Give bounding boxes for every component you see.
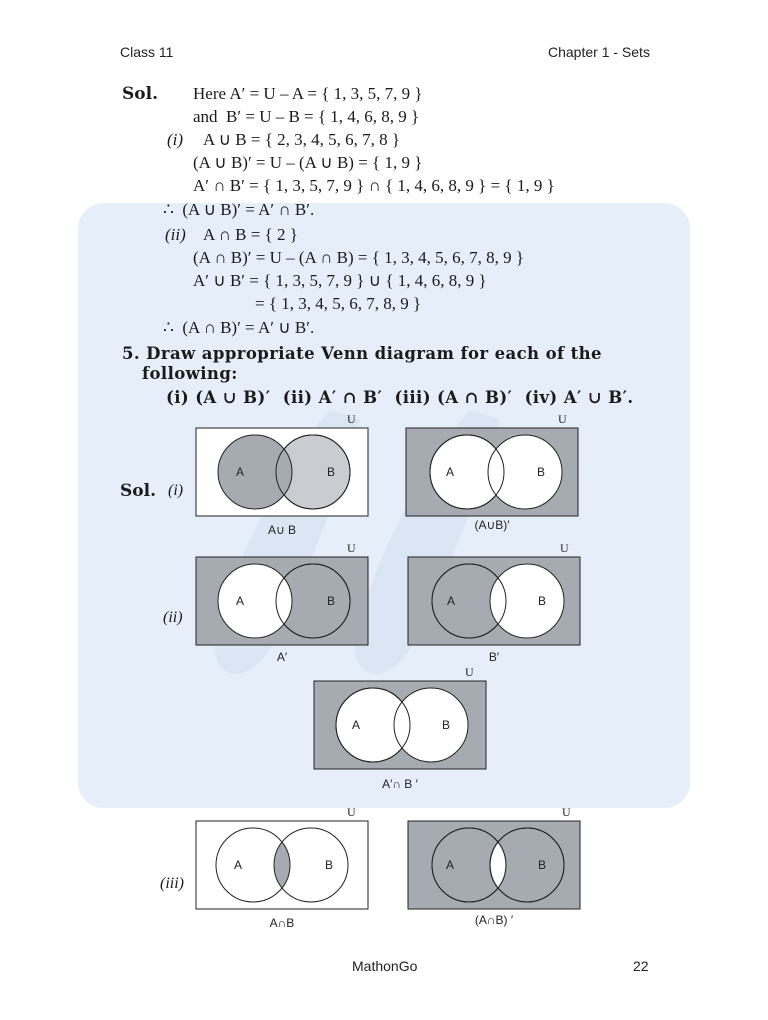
header-class: Class 11 [120,44,174,60]
d5-set-b: B [442,718,451,732]
d7-set-b: B [538,858,547,872]
d6-set-b: B [325,858,334,872]
d6-universe: U [347,805,356,819]
d6-set-a: A [234,858,243,872]
sol-line-10: = { 1, 3, 4, 5, 6, 7, 8, 9 } [255,294,422,313]
header-chapter: Chapter 1 - Sets [548,44,650,60]
sol-line-2: and B′ = U – B = { 1, 4, 6, 8, 9 } [193,107,420,126]
sol2-part-iii: (iii) [160,875,184,892]
d7-caption: (A∩B) ′ [474,913,514,927]
d2-universe: U [558,412,567,426]
d4-caption: B′ [488,650,500,664]
d3-set-b: B [327,594,336,608]
d4-set-b: B [538,594,547,608]
d3-universe: U [347,541,356,555]
footer-brand: MathonGo [352,958,418,974]
d4-universe: U [560,541,569,555]
sol-line-8: (A ∩ B)′ = U – (A ∩ B) = { 1, 3, 4, 5, 6, 7, 8, 9 } [193,248,525,267]
part-i-label: (i) [167,130,184,149]
d1-universe: U [347,412,356,426]
sol-line-4: (A ∪ B)′ = U – (A ∪ B) = { 1, 9 } [193,153,423,172]
sol2-part-ii: (ii) [163,609,183,626]
d5-set-a: A [352,718,361,732]
sol-line-6: ∴ (A ∪ B)′ = A′ ∩ B′. [163,200,315,219]
venn-a-complement [196,557,368,645]
d1-set-b: B [327,465,336,479]
d3-caption: A′ [276,650,288,664]
venn-b-complement [408,557,580,645]
question-line-2: following: [142,364,238,383]
venn-a-comp-intersect-b-comp [314,681,486,769]
sol-label: Sol. [122,84,158,104]
venn-a-union-b [196,428,368,516]
d4-set-a: A [447,594,456,608]
sol2-part-i: (i) [168,482,184,499]
page-number: 22 [633,958,649,974]
d5-universe: U [465,665,474,679]
question-line-1: 5. Draw appropriate Venn diagram for each of the [122,344,602,363]
sol-line-7: A ∩ B = { 2 } [203,225,298,244]
sol-line-9: A′ ∪ B′ = { 1, 3, 5, 7, 9 } ∪ { 1, 4, 6, 8, 9 } [193,271,487,290]
d5-caption: A′∩ B ′ [382,777,418,791]
sol-line-11: ∴ (A ∩ B)′ = A′ ∪ B′. [163,318,315,337]
d2-caption: (A∪B)′ [474,518,510,532]
d1-set-a: A [236,465,245,479]
d7-set-a: A [446,858,455,872]
venn-complement-a-intersect-b [408,821,580,909]
sol2-label: Sol. [120,481,156,501]
sol-line-5: A′ ∩ B′ = { 1, 3, 5, 7, 9 } ∩ { 1, 4, 6, 8, 9 } = { 1, 9 } [193,176,555,195]
d3-set-a: A [236,594,245,608]
sol-line-1: Here A′ = U – A = { 1, 3, 5, 7, 9 } [193,84,423,103]
d7-universe: U [562,805,571,819]
sol-line-3: A ∪ B = { 2, 3, 4, 5, 6, 7, 8 } [203,130,401,149]
venn-complement-a-union-b [406,428,578,516]
d2-set-a: A [446,465,455,479]
d1-caption: A∪ B [267,523,297,537]
part-ii-label: (ii) [165,225,186,244]
d2-set-b: B [537,465,546,479]
venn-a-intersect-b [196,821,368,909]
d6-caption: A∩B [269,916,295,930]
question-line-3: (i) (A ∪ B)′ (ii) A′ ∩ B′ (iii) (A ∩ B)′ (iv) A′ ∪ B′. [166,388,634,407]
